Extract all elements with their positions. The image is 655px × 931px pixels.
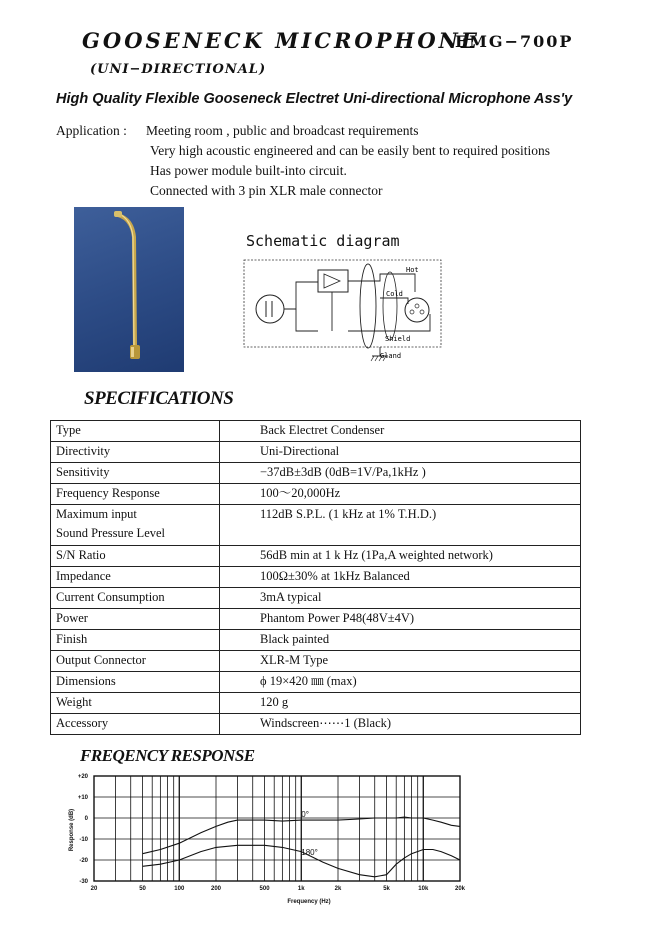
- spec-key: S/N Ratio: [51, 546, 220, 567]
- x-tick-label: 200: [210, 886, 222, 892]
- cold-label: Cold: [386, 290, 403, 298]
- application-line: Very high acoustic engineered and can be easily bent to required positions: [150, 143, 550, 158]
- y-tick-label: -20: [79, 858, 88, 864]
- spec-key-line: Sound Pressure Level: [56, 526, 166, 540]
- spec-key: Accessory: [51, 714, 220, 735]
- spec-value: 56dB min at 1 k Hz (1Pa,A weighted network): [220, 546, 581, 567]
- specifications-heading: SPECIFICATIONS: [84, 388, 234, 409]
- spec-value: 3mA typical: [220, 588, 581, 609]
- x-axis-label: Frequency (Hz): [287, 899, 331, 905]
- x-tick-label: 10k: [418, 886, 429, 892]
- series-annotation: 180°: [301, 847, 318, 857]
- table-row: [51, 484, 581, 505]
- table-row: [51, 651, 581, 672]
- x-tick-label: 1k: [297, 886, 305, 892]
- spec-value: −37dB±3dB (0dB=1V/Pa,1kHz ): [220, 463, 581, 484]
- application-line: Has power module built-into circuit.: [150, 163, 347, 178]
- x-tick-label: 5k: [383, 886, 390, 892]
- table-row: [51, 567, 581, 588]
- frequency-response-heading: FREQENCY RESPONSE: [80, 746, 255, 765]
- chart-ticks: [78, 774, 466, 892]
- product-tagline: High Quality Flexible Gooseneck Electret Uni-directional Microphone Ass'y: [56, 91, 573, 107]
- y-tick-label: 0: [84, 816, 88, 822]
- microphone-illustration: [74, 207, 184, 372]
- document-title: GOOSENECK MICROPHONE: [82, 28, 480, 53]
- table-row: [51, 630, 581, 651]
- spec-key: Finish: [51, 630, 220, 651]
- spec-key: Dimensions: [51, 672, 220, 693]
- spec-value: Phantom Power P48(48V±4V): [220, 609, 581, 630]
- table-row: [51, 421, 581, 442]
- application-line: Connected with 3 pin XLR male connector: [150, 183, 383, 198]
- spec-key: Type: [51, 421, 220, 442]
- spec-value: Windscreen⋯⋯1 (Black): [220, 714, 581, 735]
- spec-key: [51, 505, 220, 546]
- spec-key: Output Connector: [51, 651, 220, 672]
- hot-label: Hot: [406, 266, 419, 274]
- table-row: [51, 672, 581, 693]
- table-row: [51, 463, 581, 484]
- spec-value: Black painted: [220, 630, 581, 651]
- frequency-response-chart: [60, 768, 480, 908]
- table-row: [51, 546, 581, 567]
- spec-value: Uni-Directional: [220, 442, 581, 463]
- spec-value: 112dB S.P.L. (1 kHz at 1% T.H.D.): [220, 505, 581, 546]
- gland-label: Gland: [380, 352, 402, 360]
- x-tick-label: 20k: [454, 886, 466, 892]
- spec-value: 100〜20,000Hz: [220, 484, 581, 505]
- y-axis-label: Response (dB): [69, 808, 75, 852]
- table-row: [51, 714, 581, 735]
- spec-key-line: Maximum input: [56, 507, 137, 521]
- y-tick-label: +10: [77, 795, 88, 801]
- x-tick-label: 100: [174, 886, 185, 892]
- product-photo: [74, 207, 184, 372]
- table-row: [51, 609, 581, 630]
- schematic-title: Schematic diagram: [246, 232, 400, 250]
- table-row: [51, 505, 581, 546]
- spec-key: Current Consumption: [51, 588, 220, 609]
- series-annotation: 0°: [301, 809, 309, 819]
- y-tick-label: -30: [79, 879, 88, 885]
- x-tick-label: 50: [139, 886, 146, 892]
- application-label: Application :: [56, 123, 127, 138]
- directivity-subtitle: (UNI−DIRECTIONAL): [90, 62, 267, 77]
- spec-value: XLR-M Type: [220, 651, 581, 672]
- x-tick-label: 2k: [334, 886, 342, 892]
- spec-key: Frequency Response: [51, 484, 220, 505]
- x-tick-label: 20: [90, 886, 98, 892]
- table-row: [51, 588, 581, 609]
- spec-key: Directivity: [51, 442, 220, 463]
- table-row: [51, 442, 581, 463]
- schematic-diagram: [240, 254, 445, 366]
- spec-value: Back Electret Condenser: [220, 421, 581, 442]
- model-number: EMG−700P: [455, 32, 574, 51]
- spec-value: 100Ω±30% at 1kHz Balanced: [220, 567, 581, 588]
- spec-key: Power: [51, 609, 220, 630]
- spec-value: 120 g: [220, 693, 581, 714]
- shield-label: Shield: [385, 335, 411, 343]
- spec-value: ϕ 19×420 ㎜ (max): [220, 672, 581, 693]
- spec-key: Impedance: [51, 567, 220, 588]
- y-tick-label: +20: [77, 774, 88, 780]
- application-line: Meeting room , public and broadcast requirements: [146, 123, 419, 138]
- spec-key: Weight: [51, 693, 220, 714]
- table-row: [51, 693, 581, 714]
- specifications-table: [50, 420, 581, 735]
- spec-key: Sensitivity: [51, 463, 220, 484]
- x-tick-label: 500: [259, 886, 270, 892]
- y-tick-label: -10: [79, 837, 88, 843]
